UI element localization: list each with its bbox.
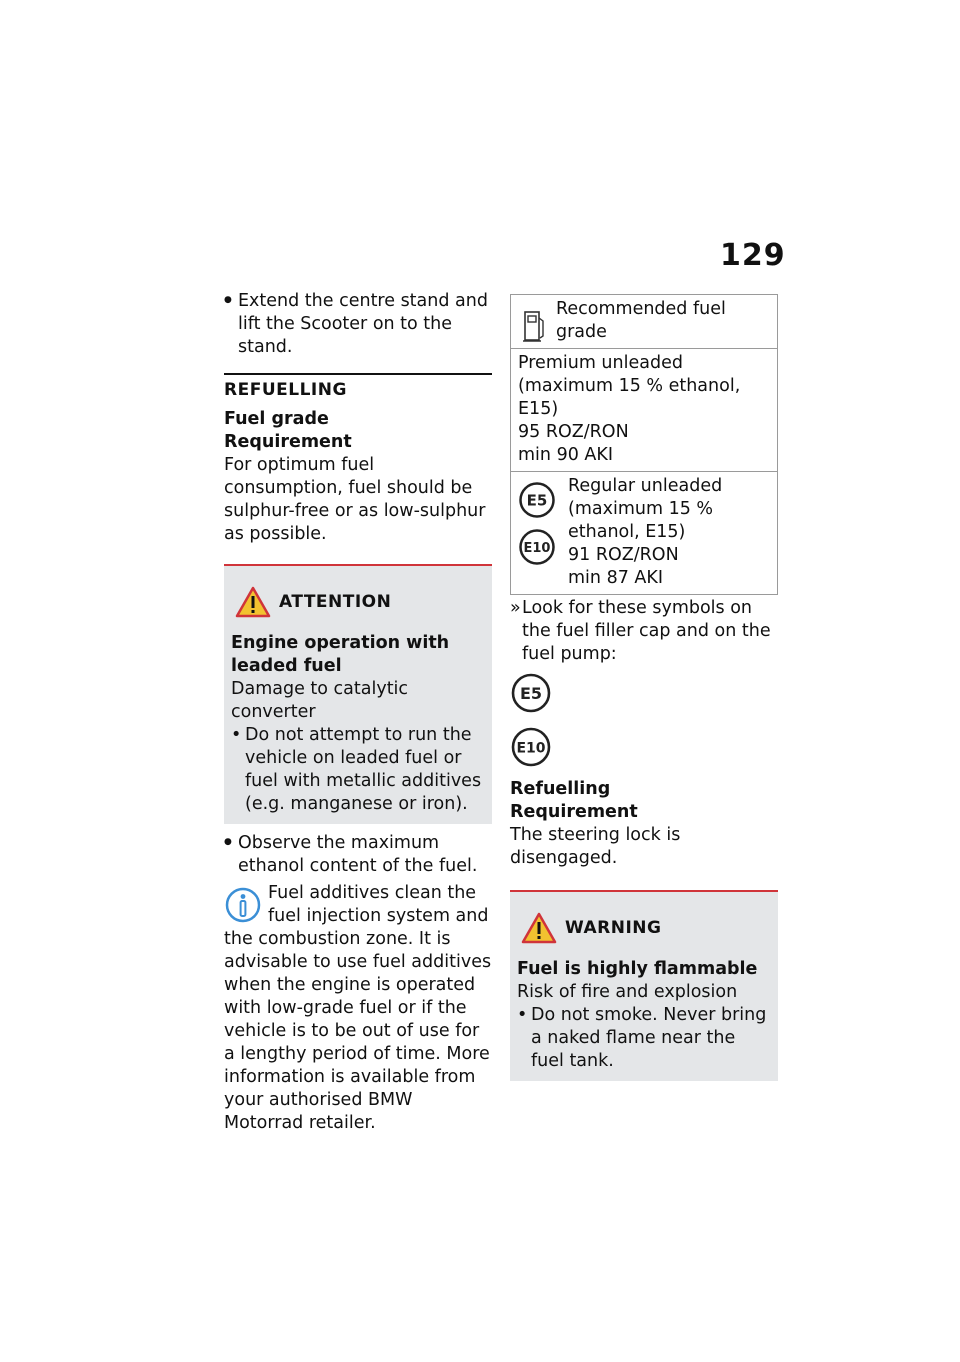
table-cell — [511, 472, 778, 595]
cell-line: (maximum 15 % — [568, 499, 714, 519]
info-icon — [224, 886, 262, 924]
list-item — [510, 597, 778, 666]
cell-line: 95 ROZ/RON — [518, 422, 629, 442]
attention-desc: Damage to catalytic converter — [231, 679, 409, 722]
e5-symbol-label: E5 — [519, 684, 543, 703]
cell-line: Regular unleaded — [568, 476, 723, 496]
warning-triangle-icon — [521, 912, 557, 944]
list-item — [517, 1004, 771, 1073]
bullet-text: Do not attempt to run the vehicle on leaded fuel or fuel with metallic additives (e.g. manganese or iron). — [245, 725, 482, 814]
bullet-text: Extend the centre stand and lift the Scooter on to the stand. — [238, 291, 488, 357]
left-column — [224, 290, 492, 1135]
section-title: REFUELLING — [224, 380, 347, 400]
table-header: Recommended fuel grade — [556, 299, 726, 342]
warning-box — [510, 890, 778, 1081]
bullet-text: Do not smoke. Never bring a naked flame near the fuel tank. — [531, 1005, 767, 1071]
e5-symbol-label: E5 — [526, 491, 548, 510]
warning-heading: Fuel is highly flammable — [517, 959, 758, 979]
cell-line: min 87 AKI — [568, 568, 664, 588]
bullet-text: Observe the maximum ethanol content of the fuel. — [238, 833, 478, 876]
table-row — [511, 349, 778, 472]
table-row — [511, 472, 778, 595]
e5-symbol-icon — [510, 672, 552, 714]
attention-box — [224, 564, 492, 824]
e10-symbol-icon — [510, 726, 552, 768]
warning-title: WARNING — [565, 917, 662, 938]
paragraph: The steering lock is disengaged. — [510, 825, 681, 868]
page-number: 129 — [720, 238, 786, 273]
info-text-rest: the combustion zone. It is advisable to use fuel additives when the engine is operated with low-grade fuel or if the vehicle is to be out of use for a lengthy period of time. More information is available from your authorised BMW Motorrad retailer. — [224, 929, 492, 1133]
attention-header — [231, 584, 485, 620]
fuel-grade-table — [510, 294, 778, 595]
paragraph: For optimum fuel consumption, fuel should be sulphur-free or as low-sulphur as possible. — [224, 455, 486, 544]
fuel-symbols — [510, 672, 778, 768]
e10-symbol-label: E10 — [516, 740, 546, 757]
cell-line: min 90 AKI — [518, 445, 614, 465]
info-text-first: Fuel additives clean the fuel injection system and — [268, 883, 489, 926]
cell-line: ethanol, E15) — [568, 522, 686, 542]
attention-heading: Engine operation with leaded fuel — [231, 633, 450, 676]
table-cell — [511, 349, 778, 472]
list-item — [224, 832, 492, 878]
table-cell — [511, 295, 778, 349]
fuel-pump-icon — [522, 304, 546, 344]
subheading: Fuel grade — [224, 409, 329, 429]
right-column — [510, 294, 778, 1081]
warning-triangle-icon — [235, 586, 271, 618]
e10-symbol-label: E10 — [523, 541, 551, 556]
subheading: Refuelling — [510, 779, 611, 799]
e10-symbol-icon — [518, 528, 556, 566]
list-item — [224, 290, 492, 359]
warning-header — [517, 910, 771, 946]
cell-line: 91 ROZ/RON — [568, 545, 679, 565]
subheading: Requirement — [510, 802, 638, 822]
cell-line: (maximum 15 % ethanol, — [518, 376, 741, 396]
e5-symbol-icon — [518, 481, 556, 519]
attention-title: ATTENTION — [279, 591, 392, 612]
instruction-text: Look for these symbols on the fuel filler cap and on the fuel pump: — [522, 598, 771, 664]
list-item — [231, 724, 485, 816]
info-note — [224, 882, 492, 1135]
subheading: Requirement — [224, 432, 352, 452]
section-divider — [224, 373, 492, 375]
warning-desc: Risk of fire and explosion — [517, 982, 738, 1002]
cell-line: E15) — [518, 399, 559, 419]
cell-line: Premium unleaded — [518, 353, 683, 373]
table-row — [511, 295, 778, 349]
